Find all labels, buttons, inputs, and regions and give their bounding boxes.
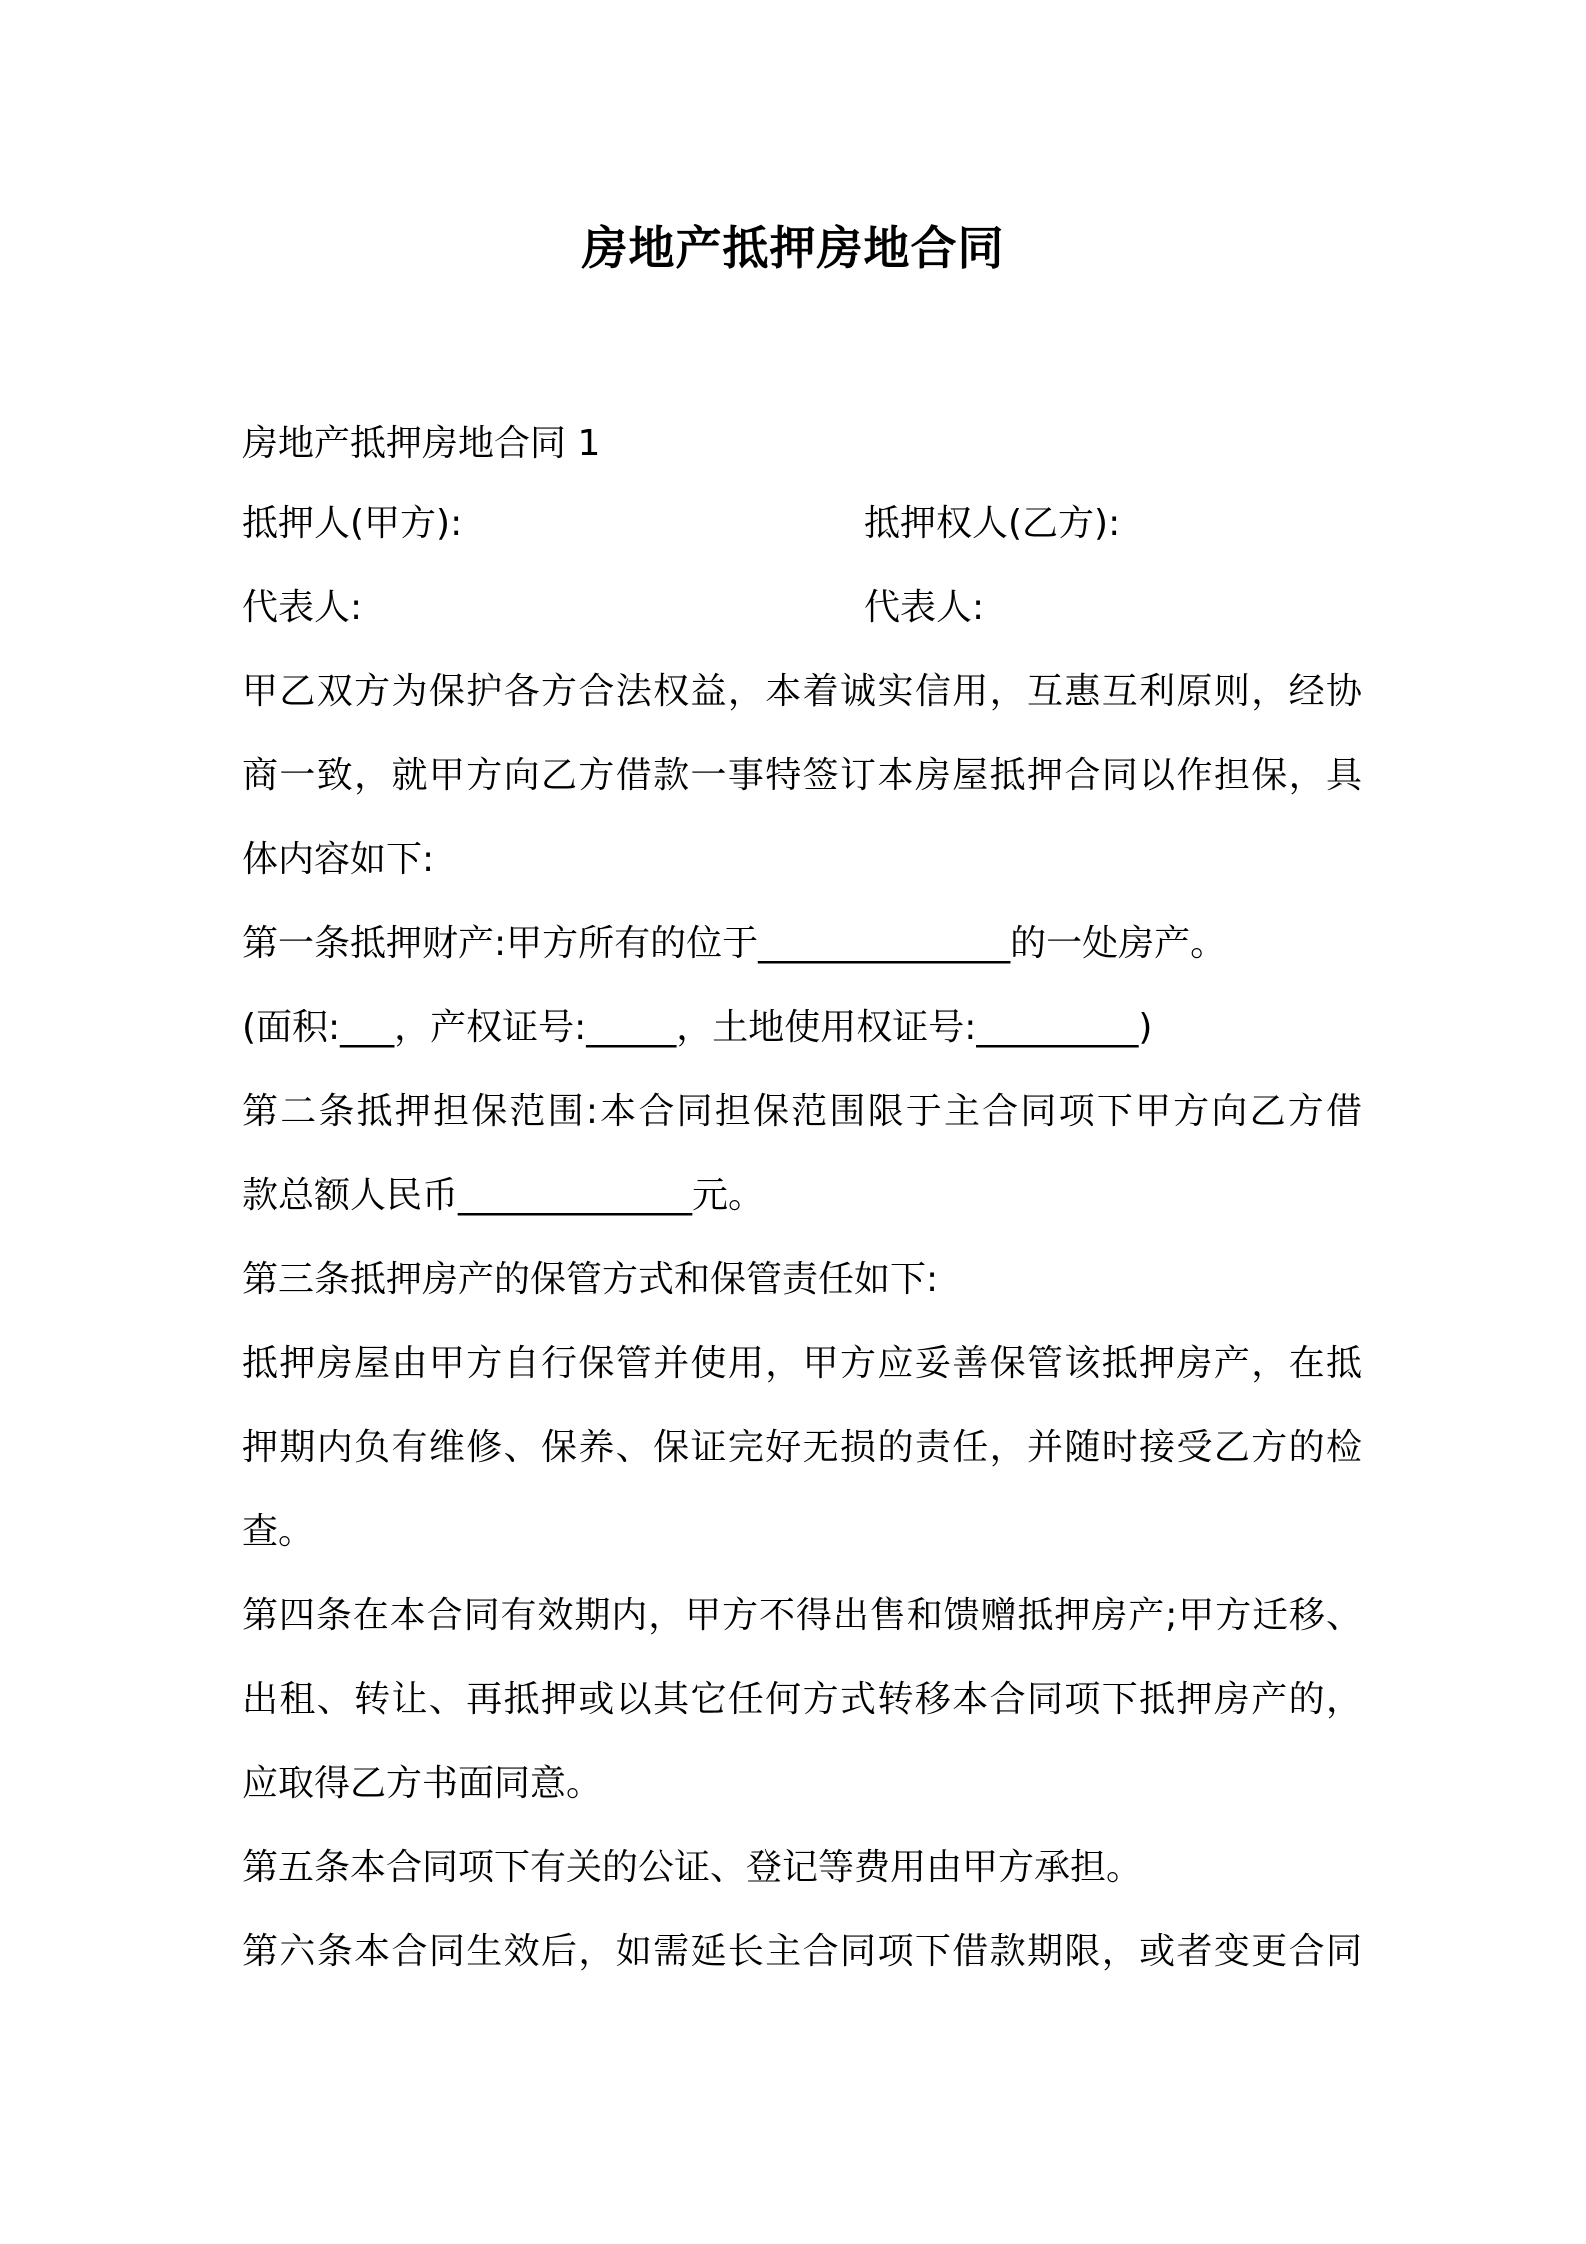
clause-4-line: 应取得乙方书面同意。 [242,1763,603,1804]
clause-1-line: 第一条抵押财产:甲方所有的位于______________的一处房产。 [242,923,1227,964]
representative-left-label: 代表人: [242,587,363,628]
clause-2-line: 第二条抵押担保范围:本合同担保范围限于主合同项下甲方向乙方借 [242,1091,1362,1132]
clause-4-line: 出租、转让、再抵押或以其它任何方式转移本合同项下抵押房产的， [242,1679,1362,1720]
clause-3-line: 第三条抵押房产的保管方式和保管责任如下: [242,1259,939,1300]
clause-3-body-line: 查。 [242,1511,315,1552]
document-subtitle: 房地产抵押房地合同 1 [242,423,601,464]
mortgagor-label: 抵押人(甲方): [242,503,463,544]
clause-2-line: 款总额人民币_____________元。 [242,1175,765,1216]
representatives-row [242,580,1362,636]
parties-row [242,496,1362,552]
clause-6-line: 第六条本合同生效后，如需延长主合同项下借款期限，或者变更合同 [242,1931,1362,1972]
clause-1-details-line: (面积:___，产权证号:_____，土地使用权证号:_________) [242,1007,1153,1048]
representative-right-label: 代表人: [864,587,985,628]
mortgagee-label: 抵押权人(乙方): [864,503,1121,544]
clause-3-body-line: 押期内负有维修、保养、保证完好无损的责任，并随时接受乙方的检 [242,1427,1362,1468]
body-line: 商一致，就甲方向乙方借款一事特签订本房屋抵押合同以作担保，具 [242,755,1362,796]
body-line: 甲乙双方为保护各方合法权益，本着诚实信用，互惠互利原则，经协 [242,671,1362,712]
clause-3-body-line: 抵押房屋由甲方自行保管并使用，甲方应妥善保管该抵押房产，在抵 [242,1343,1362,1384]
clause-4-line: 第四条在本合同有效期内，甲方不得出售和馈赠抵押房产;甲方迁移、 [242,1595,1362,1636]
document-title: 房地产抵押房地合同 [581,221,1005,275]
clause-5-line: 第五条本合同项下有关的公证、登记等费用由甲方承担。 [242,1847,1143,1888]
body-line: 体内容如下: [242,839,435,880]
